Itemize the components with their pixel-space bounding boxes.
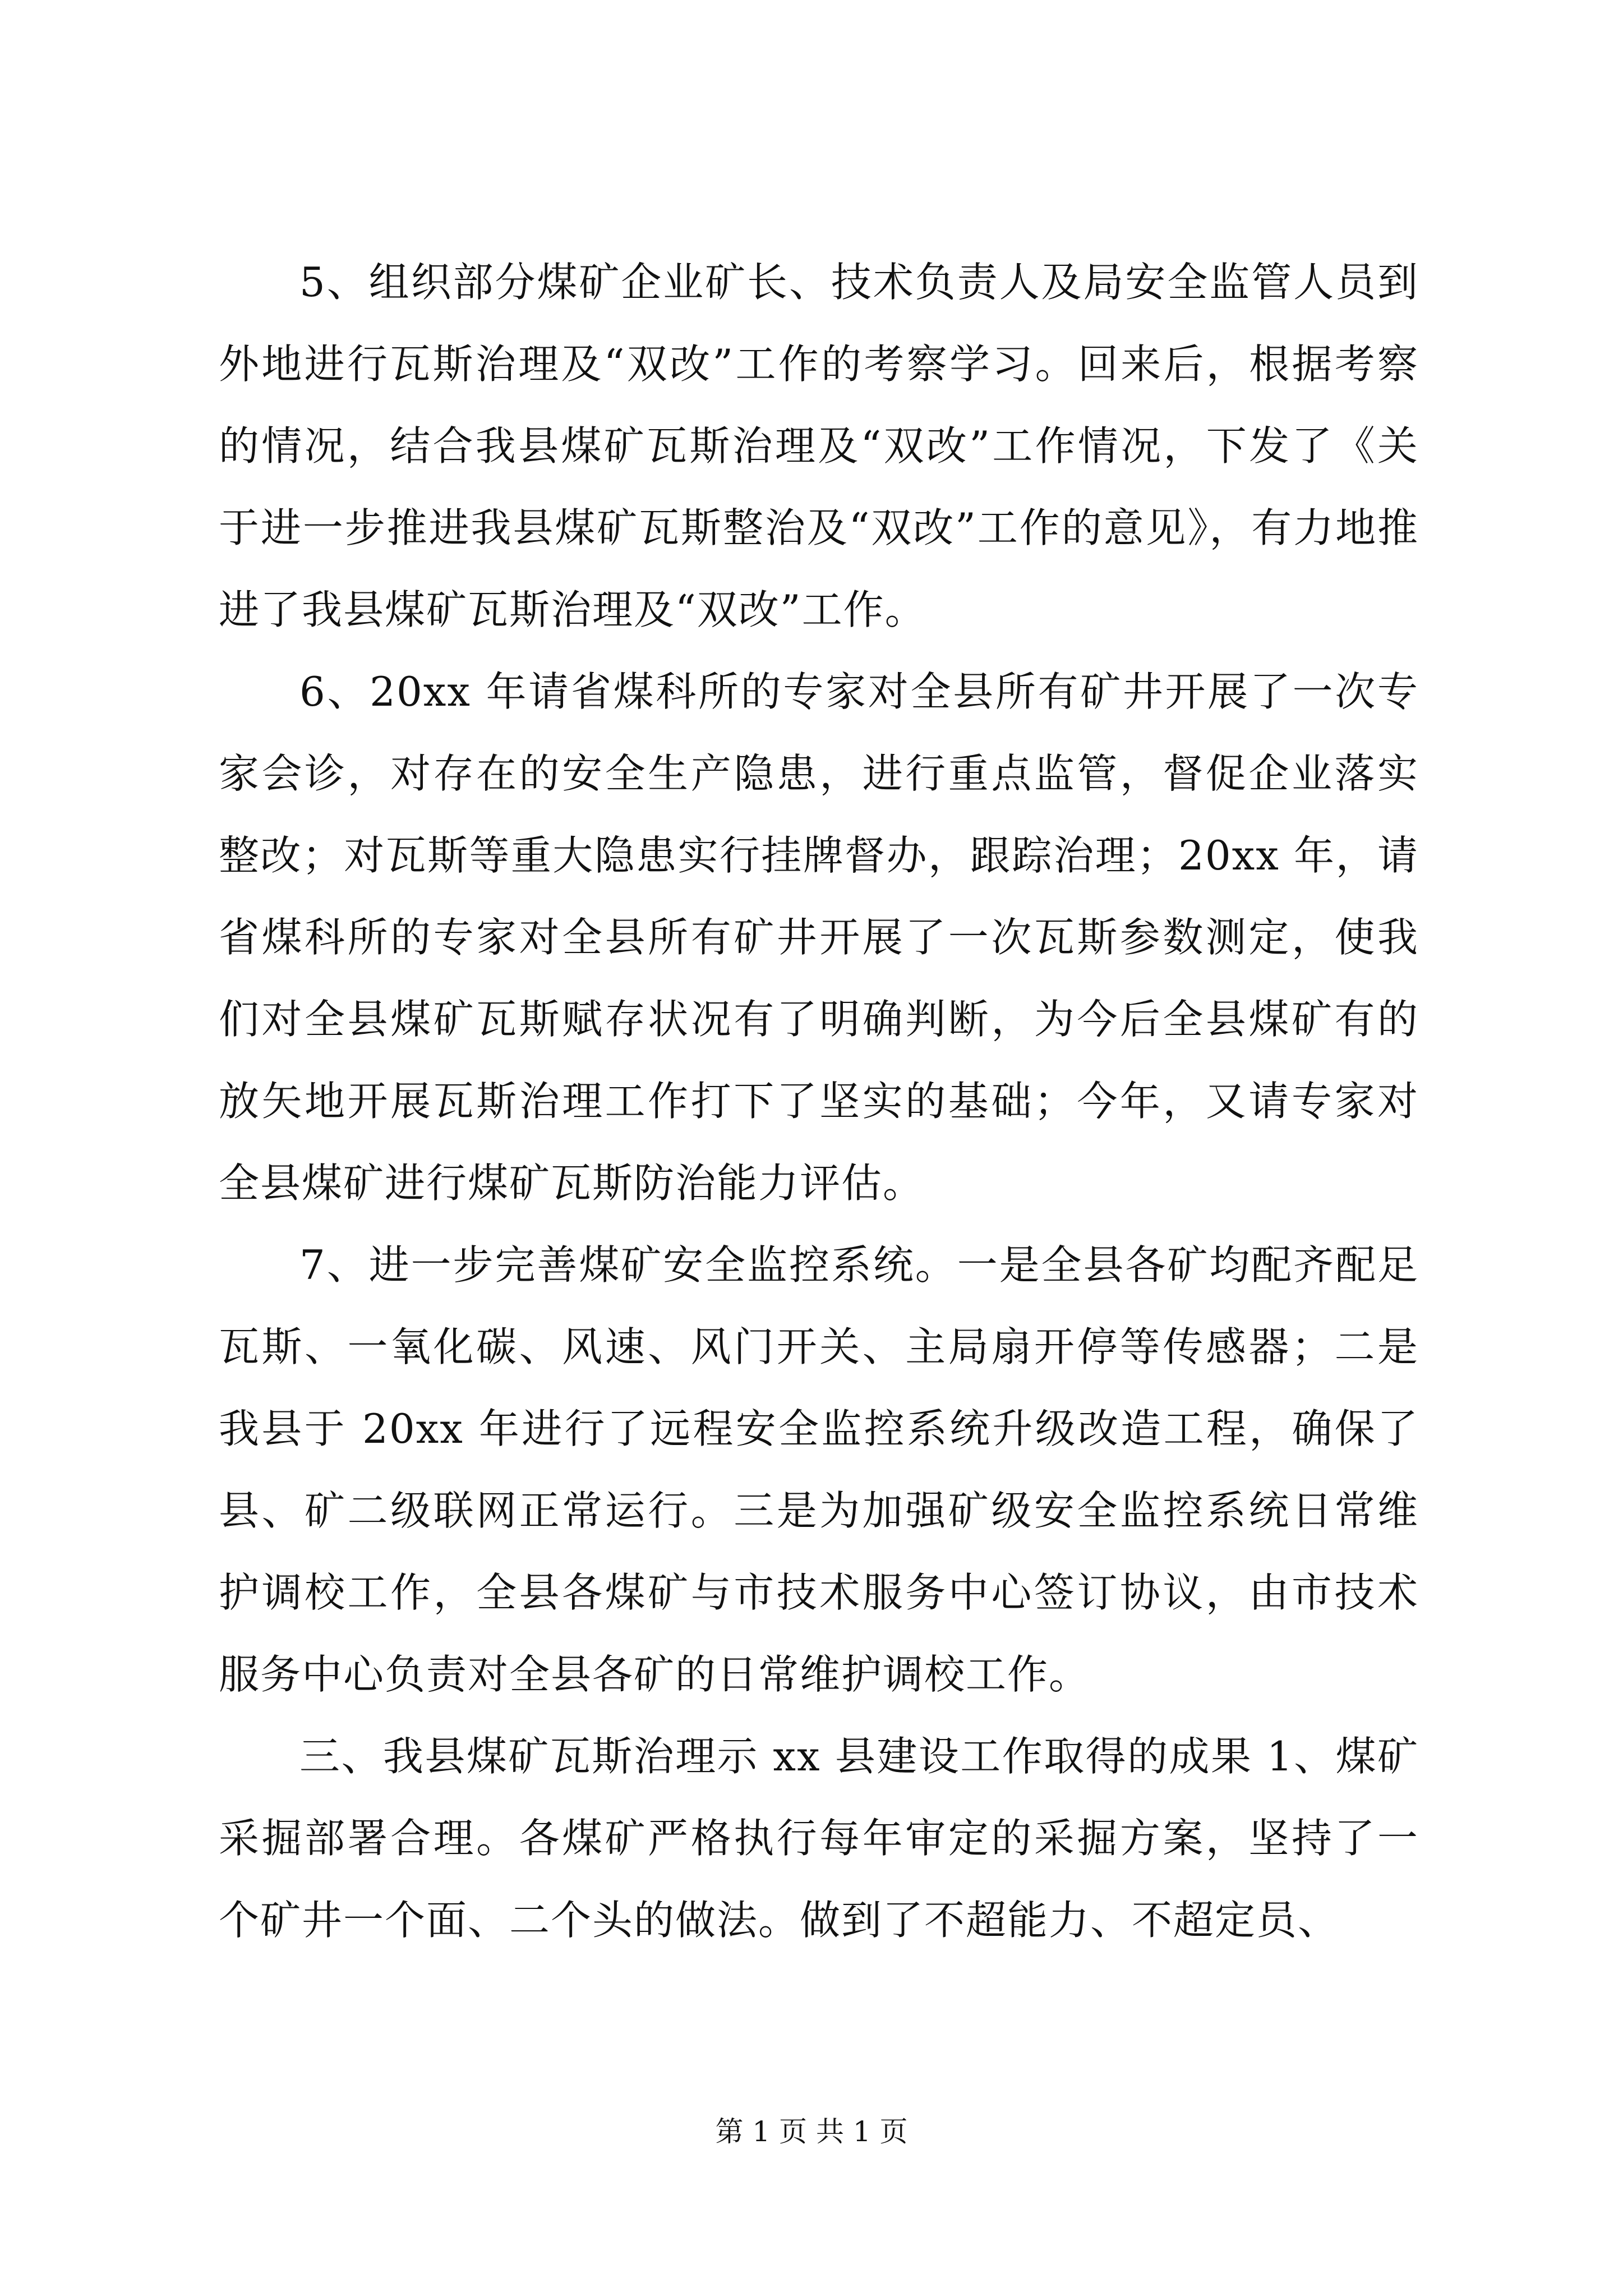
paragraph-5-gas-inspection: 5、组织部分煤矿企业矿长、技术负责人及局安全监管人员到外地进行瓦斯治理及“双改”工作的考察学习。回来后，根据考察的情况，结合我县煤矿瓦斯治理及“双改”工作情况，下发了《关于进一步推进我县煤矿瓦斯整治及“双改”工作的意见》，有力地推进了我县煤矿瓦斯治理及“双改”工作。 <box>219 259 1419 633</box>
page-footer: 第 1 页 共 1 页 <box>715 2115 908 2148</box>
document-body <box>219 241 1419 1961</box>
paragraph-section-3-results: 三、我县煤矿瓦斯治理示 xx 县建设工作取得的成果 1、煤矿采掘部署合理。各煤矿严格执行每年审定的采掘方案，坚持了一个矿井一个面、二个头的做法。做到了不超能力、不超定员、 <box>219 1733 1419 1944</box>
paragraph-7-monitoring-system: 7、进一步完善煤矿安全监控系统。一是全县各矿均配齐配足瓦斯、一氧化碳、风速、风门开关、主局扇开停等传感器；二是我县于 20xx 年进行了远程安全监控系统升级改造工程，确保了县、矿二级联网正常运行。三是为加强矿级安全监控系统日常维护调校工作，全县各煤矿与市技术服务中心签订协议，由市技术服务中心负责对全县各矿的日常维护调校工作。 <box>219 1241 1419 1698</box>
paragraph-6-expert-consultation: 6、20xx 年请省煤科所的专家对全县所有矿井开展了一次专家会诊，对存在的安全生产隐患，进行重点监管，督促企业落实整改；对瓦斯等重大隐患实行挂牌督办，跟踪治理；20xx 年，请省煤科所的专家对全县所有矿井开展了一次瓦斯参数测定，使我们对全县煤矿瓦斯赋存状况有了明确判断，为今后全县煤矿有的放矢地开展瓦斯治理工作打下了坚实的基础；今年，又请专家对全县煤矿进行煤矿瓦斯防治能力评估。 <box>219 668 1419 1207</box>
